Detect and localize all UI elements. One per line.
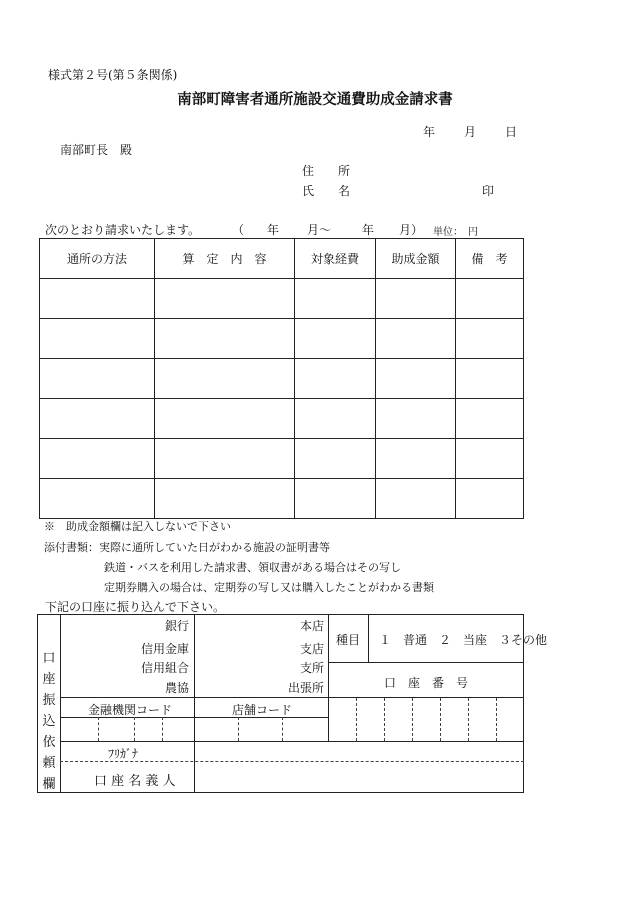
divider-line [194,615,195,741]
dashed-divider [282,717,283,741]
table-row [40,399,524,439]
cell-eligible-cost[interactable] [295,319,376,359]
account-number-input[interactable] [329,698,524,741]
cell-subsidy-amount[interactable] [376,279,456,319]
divider-line [328,662,524,663]
cell-eligible-cost[interactable] [295,279,376,319]
cell-eligible-cost[interactable] [295,479,376,519]
form-number-label: 様式第２号(第５条関係) [48,68,178,82]
cell-subsidy-amount[interactable] [376,479,456,519]
institution-type-ja[interactable]: 農協 [164,681,189,695]
account-type-options[interactable]: １ 普通 ２ 当座 ３その他 [379,633,548,647]
cell-calculation-details[interactable] [155,359,295,399]
dashed-divider [238,717,239,741]
branch-type-head-office[interactable]: 本店 [299,619,324,633]
attachment-commuter-pass: 定期券購入の場合は、定期券の写し又は購入したことがわかる書類 [104,581,434,594]
divider-line [60,615,61,793]
address-label: 住 所 [302,164,351,178]
request-month-from: 月～ [307,223,332,237]
account-holder-input[interactable] [195,762,524,793]
branch-type-branch[interactable]: 支店 [299,642,324,656]
institution-type-bank[interactable]: 銀行 [164,619,189,633]
cell-remarks[interactable] [456,319,524,359]
cell-remarks[interactable] [456,359,524,399]
branch-type-sub-branch[interactable]: 支所 [299,661,324,675]
table-row [40,359,524,399]
cell-eligible-cost[interactable] [295,399,376,439]
note-subsidy-blank: ※ 助成金額欄は記入しないで下さい [44,520,231,533]
request-open-paren: （ [232,223,245,237]
cell-commute-method[interactable] [40,279,155,319]
cell-subsidy-amount[interactable] [376,399,456,439]
institution-type-credit-union[interactable]: 信用組合 [140,661,189,675]
cell-commute-method[interactable] [40,399,155,439]
vertical-char: 口 [42,651,56,666]
seal-label: 印 [482,184,495,198]
cell-calculation-details[interactable] [155,399,295,439]
header-subsidy-amount: 助成金額 [376,239,456,279]
name-label: 氏 名 [302,184,351,198]
cell-eligible-cost[interactable] [295,359,376,399]
table-row [40,319,524,359]
cell-remarks[interactable] [456,279,524,319]
furigana-label: ﾌﾘｶﾞﾅ [108,747,139,761]
dashed-divider [162,717,163,741]
request-month-to: 月） [399,223,424,237]
header-remarks: 備 考 [456,239,524,279]
account-type-label: 種目 [336,633,361,647]
table-row [40,479,524,519]
table-header-row [40,239,524,279]
cell-remarks[interactable] [456,479,524,519]
request-year-from: 年 [267,223,280,237]
request-text: 次のとおり請求いたします。 [45,223,201,237]
addressee: 南部町長 殿 [60,143,133,157]
claim-table [39,238,524,519]
cell-remarks[interactable] [456,439,524,479]
request-year-to: 年 [362,223,375,237]
cell-subsidy-amount[interactable] [376,319,456,359]
vertical-char: 欄 [42,777,56,792]
branch-type-office[interactable]: 出張所 [287,681,324,695]
table-row [40,439,524,479]
cell-calculation-details[interactable] [155,319,295,359]
vertical-char: 振 [42,693,56,708]
branch-code-label: 店舗コード [232,703,293,717]
vertical-char: 座 [42,672,56,687]
transfer-instruction: 下記の口座に振り込んで下さい。 [45,600,226,614]
date-year-label: 年 [423,125,436,139]
vertical-char: 込 [42,714,56,729]
cell-subsidy-amount[interactable] [376,439,456,479]
divider-line [368,615,369,662]
cell-calculation-details[interactable] [155,279,295,319]
unit-label: 単位： 円 [433,227,478,238]
vertical-char: 頼 [42,756,56,771]
header-commute-method: 通所の方法 [40,239,155,279]
institution-type-shinkin[interactable]: 信用金庫 [140,642,189,656]
account-holder-label: 口 座 名 義 人 [94,774,176,789]
institution-code-label: 金融機関コード [88,703,173,717]
header-eligible-cost: 対象経費 [295,239,376,279]
cell-remarks[interactable] [456,399,524,439]
table-row [40,279,524,319]
vertical-char: 依 [42,735,56,750]
page-title: 南部町障害者通所施設交通費助成金請求書 [177,91,453,108]
furigana-input[interactable] [195,742,524,761]
cell-eligible-cost[interactable] [295,439,376,479]
cell-calculation-details[interactable] [155,439,295,479]
cell-commute-method[interactable] [40,479,155,519]
bank-section-vertical-label [38,648,60,795]
date-day-label: 日 [505,125,518,139]
header-calculation-details: 算 定 内 容 [155,239,295,279]
date-month-label: 月 [464,125,477,139]
cell-calculation-details[interactable] [155,479,295,519]
cell-commute-method[interactable] [40,439,155,479]
attachments-label: 添付書類：実際に通所していた日がわかる施設の証明書等 [44,541,330,554]
account-number-label: 口 座 番 号 [383,676,468,690]
cell-commute-method[interactable] [40,359,155,399]
dashed-divider [98,717,99,741]
bank-transfer-section [37,614,548,793]
cell-commute-method[interactable] [40,319,155,359]
attachment-receipts: 鉄道・バスを利用した請求書、領収書がある場合はその写し [104,561,401,574]
cell-subsidy-amount[interactable] [376,359,456,399]
dashed-divider [134,717,135,741]
